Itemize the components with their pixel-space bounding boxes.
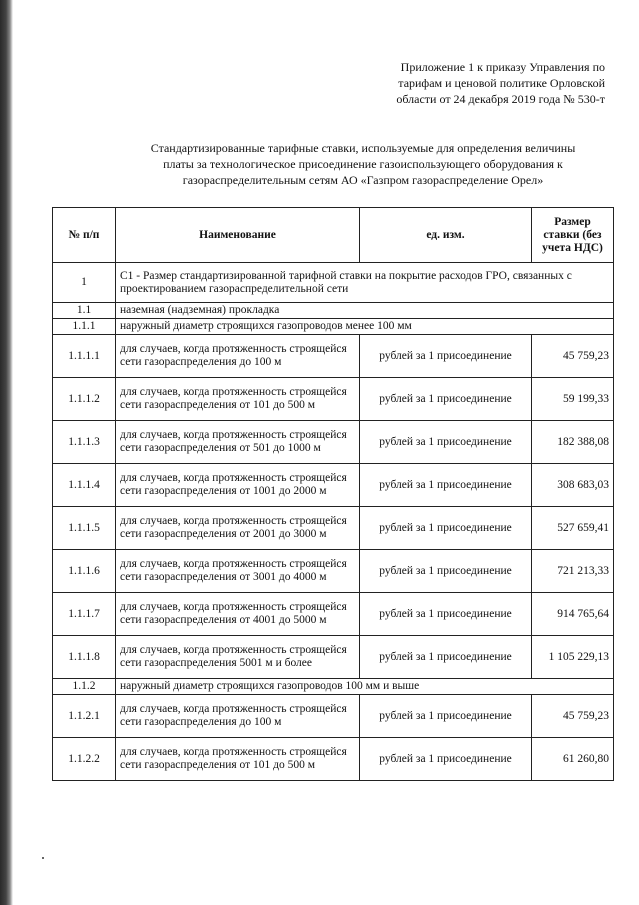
table-row bbox=[53, 695, 614, 738]
table-row bbox=[53, 464, 614, 507]
appendix-line-2: тарифам и ценовой политике Орловской bbox=[398, 76, 605, 90]
row-value: 527 659,41 bbox=[532, 507, 614, 550]
row-unit: рублей за 1 присоединение bbox=[360, 464, 532, 507]
row-unit: рублей за 1 присоединение bbox=[360, 507, 532, 550]
row-name: для случаев, когда протяженность строящейся сети газораспределения от 3001 до 4000 м bbox=[116, 550, 360, 593]
scan-speck bbox=[42, 857, 44, 859]
row-num: 1 bbox=[53, 263, 116, 303]
row-num: 1.1.1.8 bbox=[53, 636, 116, 679]
row-num: 1.1.1.3 bbox=[53, 421, 116, 464]
row-name: для случаев, когда протяженность строящейся сети газораспределения от 2001 до 3000 м bbox=[116, 507, 360, 550]
scan-edge-shadow bbox=[0, 0, 13, 905]
row-value: 914 765,64 bbox=[532, 593, 614, 636]
row-name: наземная (надземная) прокладка bbox=[116, 303, 614, 319]
table-row bbox=[53, 319, 614, 335]
appendix-line-3: области от 24 декабря 2019 года № 530-т bbox=[396, 92, 605, 106]
row-num: 1.1.2.1 bbox=[53, 695, 116, 738]
row-unit: рублей за 1 присоединение bbox=[360, 378, 532, 421]
table-row bbox=[53, 636, 614, 679]
row-value: 308 683,03 bbox=[532, 464, 614, 507]
table-row bbox=[53, 550, 614, 593]
table-row bbox=[53, 378, 614, 421]
row-num: 1.1.2.2 bbox=[53, 738, 116, 781]
title-line-2: платы за технологическое присоединение газоиспользующего оборудования к bbox=[163, 157, 563, 171]
row-name: для случаев, когда протяженность строящейся сети газораспределения от 4001 до 5000 м bbox=[116, 593, 360, 636]
row-num: 1.1 bbox=[53, 303, 116, 319]
title-line-1: Стандартизированные тарифные ставки, используемые для определения величины bbox=[150, 141, 576, 155]
row-value: 182 388,08 bbox=[532, 421, 614, 464]
table-row bbox=[53, 335, 614, 378]
table-row bbox=[53, 738, 614, 781]
document-title bbox=[128, 140, 598, 188]
row-num: 1.1.1.1 bbox=[53, 335, 116, 378]
row-unit: рублей за 1 присоединение bbox=[360, 421, 532, 464]
row-num: 1.1.1.2 bbox=[53, 378, 116, 421]
row-num: 1.1.1.5 bbox=[53, 507, 116, 550]
title-line-3: газораспределительным сетям АО «Газпром газораспределение Орел» bbox=[182, 173, 544, 187]
appendix-line-1: Приложение 1 к приказу Управления по bbox=[400, 60, 605, 74]
table-row bbox=[53, 303, 614, 319]
row-value: 61 260,80 bbox=[532, 738, 614, 781]
row-num: 1.1.2 bbox=[53, 679, 116, 695]
row-value: 45 759,23 bbox=[532, 335, 614, 378]
row-name: наружный диаметр строящихся газопроводов менее 100 мм bbox=[116, 319, 614, 335]
row-name: для случаев, когда протяженность строящейся сети газораспределения от 101 до 500 м bbox=[116, 738, 360, 781]
row-num: 1.1.1.7 bbox=[53, 593, 116, 636]
row-value: 59 199,33 bbox=[532, 378, 614, 421]
header-name: Наименование bbox=[116, 208, 360, 263]
header-unit: ед. изм. bbox=[360, 208, 532, 263]
row-name: для случаев, когда протяженность строящейся сети газораспределения от 1001 до 2000 м bbox=[116, 464, 360, 507]
row-unit: рублей за 1 присоединение bbox=[360, 593, 532, 636]
row-unit: рублей за 1 присоединение bbox=[360, 550, 532, 593]
appendix-note bbox=[365, 59, 605, 107]
tariff-table bbox=[52, 207, 614, 781]
row-value: 721 213,33 bbox=[532, 550, 614, 593]
row-unit: рублей за 1 присоединение bbox=[360, 335, 532, 378]
row-num: 1.1.1 bbox=[53, 319, 116, 335]
row-num: 1.1.1.6 bbox=[53, 550, 116, 593]
row-name: для случаев, когда протяженность строящейся сети газораспределения от 101 до 500 м bbox=[116, 378, 360, 421]
row-value: 45 759,23 bbox=[532, 695, 614, 738]
row-unit: рублей за 1 присоединение bbox=[360, 636, 532, 679]
row-name: для случаев, когда протяженность строящейся сети газораспределения до 100 м bbox=[116, 695, 360, 738]
row-name: наружный диаметр строящихся газопроводов 100 мм и выше bbox=[116, 679, 614, 695]
row-unit: рублей за 1 присоединение bbox=[360, 738, 532, 781]
table-row bbox=[53, 507, 614, 550]
row-name: С1 - Размер стандартизированной тарифной ставки на покрытие расходов ГРО, связанных с проектированием газораспределительной сети bbox=[116, 263, 614, 303]
row-name: для случаев, когда протяженность строящейся сети газораспределения 5001 м и более bbox=[116, 636, 360, 679]
row-name: для случаев, когда протяженность строящейся сети газораспределения до 100 м bbox=[116, 335, 360, 378]
table-row bbox=[53, 421, 614, 464]
row-unit: рублей за 1 присоединение bbox=[360, 695, 532, 738]
row-value: 1 105 229,13 bbox=[532, 636, 614, 679]
table-row bbox=[53, 679, 614, 695]
row-num: 1.1.1.4 bbox=[53, 464, 116, 507]
header-value: Размер ставки (без учета НДС) bbox=[532, 208, 614, 263]
table-row bbox=[53, 263, 614, 303]
table-header-row bbox=[53, 208, 614, 263]
row-name: для случаев, когда протяженность строящейся сети газораспределения от 501 до 1000 м bbox=[116, 421, 360, 464]
header-num: № п/п bbox=[53, 208, 116, 263]
table-row bbox=[53, 593, 614, 636]
